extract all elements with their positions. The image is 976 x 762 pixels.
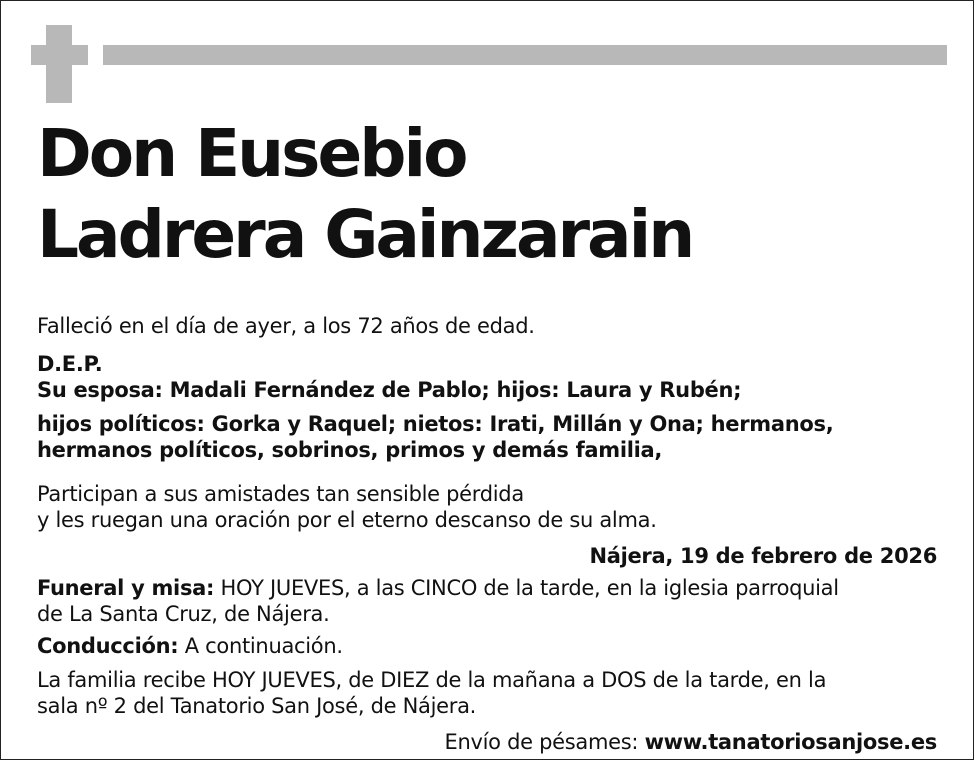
name-line-2: Ladrera Gainzarain: [37, 196, 693, 273]
funeral-label: Funeral y misa:: [37, 576, 215, 600]
conduccion-label: Conducción:: [37, 634, 179, 658]
deceased-name: [37, 113, 692, 275]
family-line-1: Su esposa: Madali Fernández de Pablo; hijos: Laura y Rubén;: [37, 378, 742, 402]
funeral-line-1: [37, 575, 839, 601]
announcement-line-1: Participan a sus amistades tan sensible pérdida: [37, 482, 524, 506]
dep-label: D.E.P.: [37, 352, 103, 376]
conduccion: [37, 633, 343, 659]
cross-icon-bar: [31, 45, 88, 65]
reception-line-2: sala nº 2 del Tanatorio San José, de Nájera.: [37, 694, 477, 718]
announcement-line-2: y les ruegan una oración por el eterno descanso de su alma.: [37, 508, 657, 532]
header-rule: [103, 45, 947, 65]
family-line-2: hijos políticos: Gorka y Raquel; nietos: Irati, Millán y Ona; hermanos,: [37, 412, 834, 436]
place-date: Nájera, 19 de febrero de 2026: [589, 544, 937, 568]
conduccion-text: A continuación.: [178, 634, 343, 658]
reception-line-1: La familia recibe HOY JUEVES, de DIEZ de la mañana a DOS de la tarde, en la: [37, 668, 827, 692]
funeral-text: HOY JUEVES, a las CINCO de la tarde, en la iglesia parroquial: [214, 576, 839, 600]
funeral-line-2: de La Santa Cruz, de Nájera.: [37, 602, 330, 626]
family-line-3: hermanos políticos, sobrinos, primos y demás familia,: [37, 438, 663, 462]
condolences-label: Envío de pésames:: [444, 730, 645, 754]
name-line-1: Don Eusebio: [37, 115, 466, 192]
condolences-link[interactable]: www.tanatoriosanjose.es: [644, 730, 937, 754]
condolences: [445, 729, 937, 755]
death-notice: Falleció en el día de ayer, a los 72 años de edad.: [37, 314, 535, 338]
